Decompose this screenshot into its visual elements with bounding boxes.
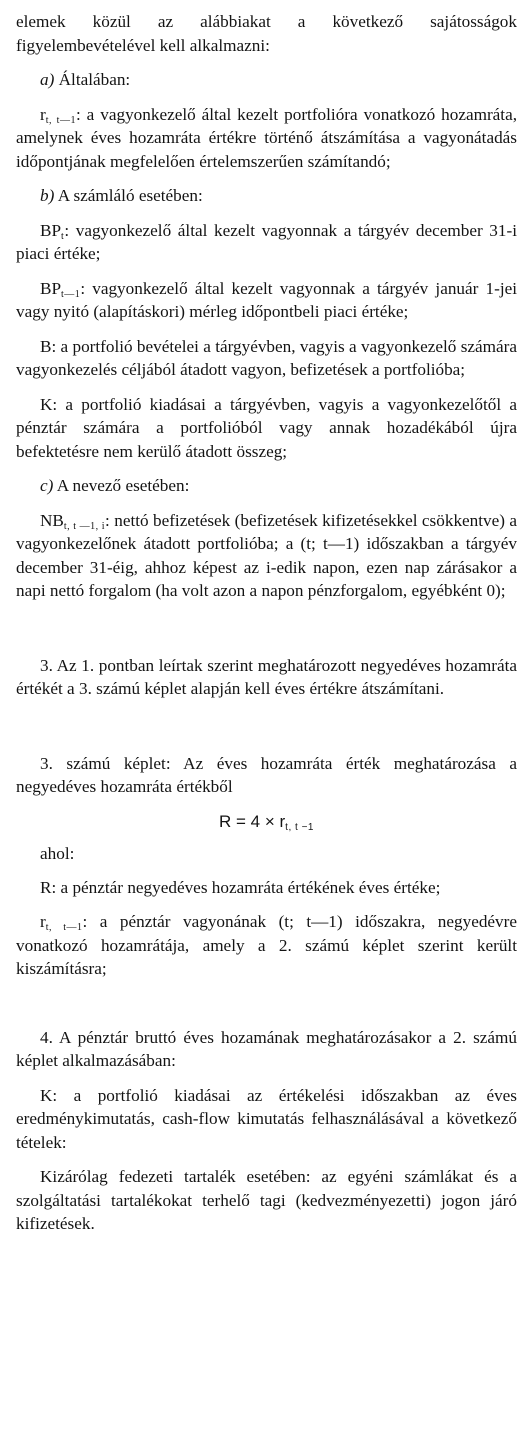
heading-b-text: A számláló esetében:: [57, 186, 203, 205]
definition-nb-text: : nettó befizetések (befizetések kifizetésekkel csökkentve) a vagyonkezelőnek átadott portfolióba; a (t; t—1) időszakban a tárgyév december 31-éig, ahhoz képest az i-edik napon, ezen nap zárásakor a napi nettó forgalom (ha volt azon a napon pénzforgalom, egyébként 0);: [16, 510, 518, 600]
heading-b-letter: b): [40, 186, 55, 205]
formula-3-subscript: t, t −1: [285, 821, 314, 833]
final-paragraph: Kizárólag fedezeti tartalék esetében: az egyéni számlákat és a szolgáltatási tartalékokat terhelő tagi (kedvezményezetti) jogon járó kifizetések.: [16, 1167, 517, 1233]
symbol-rt: r: [40, 912, 46, 931]
section-spacer: [16, 614, 517, 654]
heading-a-letter: a): [40, 70, 55, 89]
heading-b: [16, 184, 517, 208]
definition-bpt-text: : vagyonkezelő által kezelt vagyonnak a tárgyév december 31-i piaci értéke;: [16, 220, 517, 263]
ahol-label: ahol:: [40, 844, 75, 863]
formula-3: [16, 810, 517, 834]
heading-c: [16, 474, 517, 498]
symbol-r: r: [40, 104, 46, 124]
section-3-paragraph: 3. Az 1. pontban leírtak szerint meghatározott negyedéves hozamráta értékét a 3. számú képlet alapján kell éves értékre átszámítani.: [16, 655, 517, 698]
definition-bpt1: [16, 277, 517, 324]
symbol-nb: NB: [40, 510, 64, 530]
definition-b: B: a portfolió bevételei a tárgyévben, vagyis a vagyonkezelő számára vagyonkezelés céljából átadott vagyon, befizetések a portfolióba;: [16, 336, 517, 379]
heading-a: [16, 68, 517, 92]
definition-k: K: a portfolió kiadásai a tárgyévben, vagyis a vagyonkezelőtől a pénztár számára a portfolióból vagy annak hozadékából újra befektetésre nem kerülő átadott összeg;: [16, 394, 517, 461]
definition-quarterly-r: [16, 910, 517, 981]
heading-c-text: A nevező esetében:: [56, 476, 190, 495]
intro-paragraph: elemek közül az alábbiakat a következő sajátosságok figyelembevételével kell alkalmazni:: [16, 12, 517, 55]
definition-quarterly-r-text: : a pénztár vagyonának (t; t—1) időszakra, negyedévre vonatkozó hozamrátája, amely a 2. számú képlet szerint került kiszámításra;: [16, 912, 518, 978]
symbol-nb-subscript: t, t —1, i: [63, 520, 106, 532]
definition-k-expenses: K: a portfolió kiadásai az értékelési időszakban az éves eredménykimutatás, cash-flow kimutatás felhasználásával a következő tételek:: [16, 1085, 517, 1152]
formula-3-caption: 3. számú képlet: Az éves hozamráta érték meghatározása a negyedéves hozamráta értékből: [16, 753, 517, 796]
heading-c-letter: c): [40, 476, 54, 495]
symbol-bpt1: BP: [40, 278, 62, 298]
symbol-rt-subscript: t, t—1: [45, 922, 83, 933]
symbol-bpt-subscript: t: [61, 230, 65, 242]
section-spacer: [16, 712, 517, 752]
definition-r-text: : a vagyonkezelő által kezelt portfolióra vonatkozó hozamráta, amelynek éves hozamráta értékre történő átszámítása a vagyonátadás időpontjának megfelelően értelemszerűen számítandó;: [16, 104, 517, 171]
definition-r: [16, 103, 517, 174]
definition-bpt: [16, 219, 517, 266]
definition-bpt1-text: : vagyonkezelő által kezelt vagyonnak a tárgyév január 1-jei vagy nyitó (alapításkori) mérleg időpontbeli piaci értéke;: [16, 278, 517, 321]
definition-annual-r: R: a pénztár negyedéves hozamráta értékének éves értéke;: [40, 877, 441, 897]
section-spacer: [16, 992, 517, 1026]
heading-a-text: Általában:: [58, 70, 131, 89]
symbol-bpt1-subscript: t—1: [61, 288, 81, 300]
symbol-r-subscript: t, t—1: [45, 114, 76, 126]
formula-3-expression: R = 4 × r: [219, 811, 286, 831]
definition-nb: [16, 509, 517, 603]
section-4-paragraph: 4. A pénztár bruttó éves hozamának meghatározásakor a 2. számú képlet alkalmazásában:: [16, 1027, 517, 1070]
symbol-bpt: BP: [40, 220, 62, 240]
